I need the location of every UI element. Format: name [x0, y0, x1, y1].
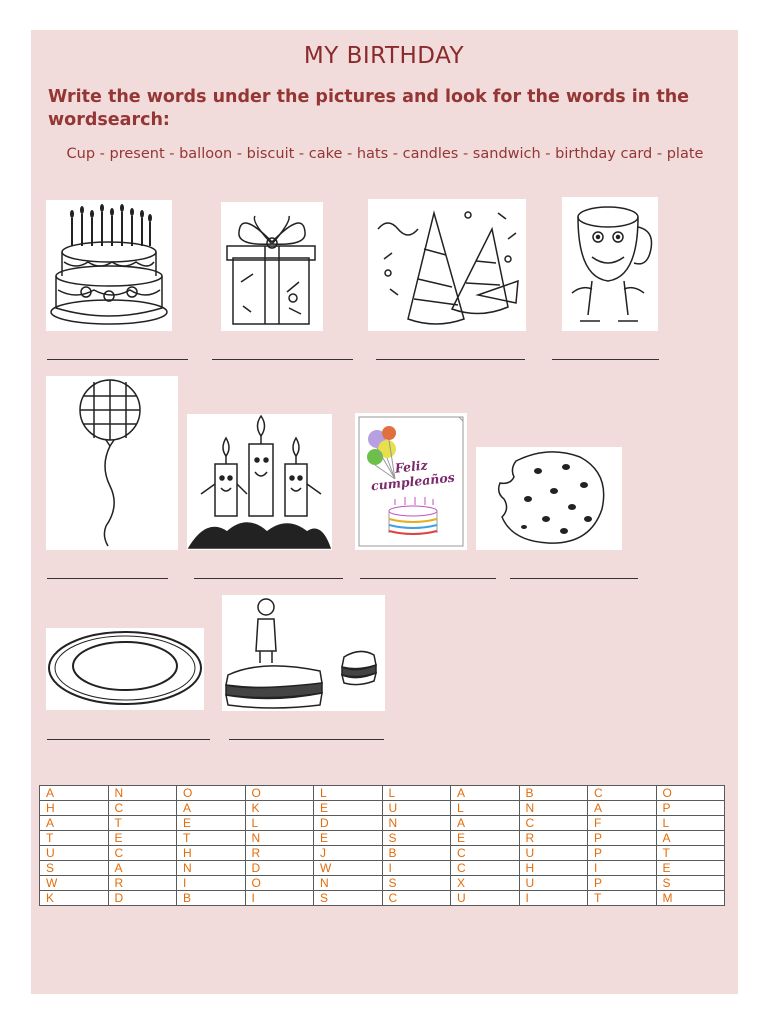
wordsearch-cell[interactable]: H — [177, 846, 246, 861]
wordsearch-cell[interactable]: B — [519, 786, 588, 801]
wordsearch-cell[interactable]: O — [656, 786, 725, 801]
wordsearch-cell[interactable]: C — [382, 891, 451, 906]
wordsearch-cell[interactable]: S — [314, 891, 383, 906]
wordsearch-cell[interactable]: S — [656, 876, 725, 891]
hats-picture — [368, 199, 526, 331]
cup-picture — [562, 197, 658, 331]
wordsearch-cell[interactable]: I — [519, 891, 588, 906]
wordsearch-cell[interactable]: A — [451, 816, 520, 831]
wordsearch-cell[interactable]: N — [108, 786, 177, 801]
wordsearch-cell[interactable]: C — [588, 786, 657, 801]
wordsearch-cell[interactable]: I — [245, 891, 314, 906]
wordsearch-grid — [39, 785, 725, 906]
answer-line-5[interactable] — [47, 578, 168, 579]
wordsearch-cell[interactable]: K — [40, 891, 109, 906]
wordsearch-cell[interactable]: L — [451, 801, 520, 816]
wordsearch-cell[interactable]: U — [451, 891, 520, 906]
wordsearch-cell[interactable]: N — [382, 816, 451, 831]
wordsearch-cell[interactable]: K — [245, 801, 314, 816]
wordsearch-cell[interactable]: P — [588, 876, 657, 891]
wordsearch-cell[interactable]: U — [40, 846, 109, 861]
wordsearch-cell[interactable]: E — [451, 831, 520, 846]
wordsearch-cell[interactable]: A — [40, 786, 109, 801]
wordsearch-row — [40, 876, 725, 891]
wordsearch-cell[interactable]: C — [108, 846, 177, 861]
wordsearch-row — [40, 846, 725, 861]
wordsearch-cell[interactable]: M — [656, 891, 725, 906]
wordsearch-cell[interactable]: E — [108, 831, 177, 846]
wordsearch-cell[interactable]: T — [588, 891, 657, 906]
wordsearch-cell[interactable]: A — [108, 861, 177, 876]
answer-line-7[interactable] — [360, 578, 496, 579]
cake-picture — [46, 200, 172, 331]
wordsearch-cell[interactable]: L — [245, 816, 314, 831]
wordsearch-cell[interactable]: N — [245, 831, 314, 846]
answer-line-9[interactable] — [47, 739, 210, 740]
wordsearch-cell[interactable]: T — [40, 831, 109, 846]
wordsearch-row — [40, 816, 725, 831]
wordsearch-cell[interactable]: D — [314, 816, 383, 831]
wordsearch-cell[interactable]: U — [382, 801, 451, 816]
wordsearch-cell[interactable]: T — [656, 846, 725, 861]
card-text: Feliz cumpleaños — [370, 457, 456, 494]
wordsearch-cell[interactable]: O — [245, 786, 314, 801]
wordsearch-cell[interactable]: C — [451, 861, 520, 876]
wordsearch-cell[interactable]: L — [314, 786, 383, 801]
wordsearch-cell[interactable]: P — [588, 831, 657, 846]
wordsearch-cell[interactable]: W — [314, 861, 383, 876]
wordsearch-cell[interactable]: N — [314, 876, 383, 891]
word-list: Cup - present - balloon - biscuit - cake - hats - candles - sandwich - birthday card - plate — [66, 146, 704, 162]
wordsearch-row — [40, 891, 725, 906]
wordsearch-cell[interactable]: C — [519, 816, 588, 831]
balloon-picture — [46, 376, 178, 550]
wordsearch-cell[interactable]: C — [451, 846, 520, 861]
wordsearch-cell[interactable]: F — [588, 816, 657, 831]
plate-picture — [46, 628, 204, 710]
wordsearch-cell[interactable]: B — [382, 846, 451, 861]
answer-line-8[interactable] — [510, 578, 638, 579]
answer-line-4[interactable] — [552, 359, 659, 360]
wordsearch-cell[interactable]: T — [108, 816, 177, 831]
wordsearch-cell[interactable]: E — [177, 816, 246, 831]
wordsearch-row — [40, 831, 725, 846]
wordsearch-row — [40, 801, 725, 816]
wordsearch-cell[interactable]: A — [40, 816, 109, 831]
wordsearch-cell[interactable]: S — [40, 861, 109, 876]
answer-line-6[interactable] — [194, 578, 343, 579]
wordsearch-cell[interactable]: N — [519, 801, 588, 816]
wordsearch-cell[interactable]: I — [177, 876, 246, 891]
wordsearch-cell[interactable]: E — [314, 831, 383, 846]
instructions: Write the words under the pictures and look for the words in the wordsearch: — [48, 87, 690, 130]
wordsearch-cell[interactable]: S — [382, 831, 451, 846]
page-title: MY BIRTHDAY — [303, 43, 465, 69]
wordsearch-cell[interactable]: P — [588, 846, 657, 861]
wordsearch-cell[interactable]: D — [108, 891, 177, 906]
wordsearch-cell[interactable]: L — [656, 816, 725, 831]
wordsearch-cell[interactable]: X — [451, 876, 520, 891]
wordsearch-cell[interactable]: O — [177, 786, 246, 801]
wordsearch-cell[interactable]: A — [451, 786, 520, 801]
present-picture — [221, 202, 323, 331]
birthday-card-picture — [355, 413, 467, 550]
wordsearch-cell[interactable]: I — [382, 861, 451, 876]
wordsearch-cell[interactable]: R — [519, 831, 588, 846]
wordsearch-row — [40, 786, 725, 801]
wordsearch-cell[interactable]: H — [519, 861, 588, 876]
wordsearch-row — [40, 861, 725, 876]
wordsearch-cell[interactable]: C — [108, 801, 177, 816]
wordsearch-cell[interactable]: A — [177, 801, 246, 816]
wordsearch-cell[interactable]: T — [177, 831, 246, 846]
wordsearch-cell[interactable]: N — [177, 861, 246, 876]
wordsearch-cell[interactable]: D — [245, 861, 314, 876]
answer-line-1[interactable] — [47, 359, 188, 360]
biscuit-picture — [476, 447, 622, 550]
wordsearch-cell[interactable]: O — [245, 876, 314, 891]
wordsearch-cell[interactable]: E — [314, 801, 383, 816]
wordsearch-cell[interactable]: U — [519, 876, 588, 891]
wordsearch-cell[interactable]: A — [656, 831, 725, 846]
sandwich-picture — [222, 595, 385, 711]
wordsearch-cell[interactable]: U — [519, 846, 588, 861]
wordsearch-cell[interactable]: A — [588, 801, 657, 816]
wordsearch-cell[interactable]: H — [40, 801, 109, 816]
answer-line-10[interactable] — [229, 739, 384, 740]
wordsearch-cell[interactable]: W — [40, 876, 109, 891]
wordsearch-cell[interactable]: R — [108, 876, 177, 891]
wordsearch-cell[interactable]: E — [656, 861, 725, 876]
answer-line-2[interactable] — [212, 359, 353, 360]
wordsearch-cell[interactable]: R — [245, 846, 314, 861]
candles-picture — [187, 414, 332, 550]
wordsearch-cell[interactable]: J — [314, 846, 383, 861]
wordsearch-cell[interactable]: P — [656, 801, 725, 816]
answer-line-3[interactable] — [376, 359, 525, 360]
wordsearch-cell[interactable]: I — [588, 861, 657, 876]
wordsearch-cell[interactable]: L — [382, 786, 451, 801]
wordsearch-cell[interactable]: B — [177, 891, 246, 906]
wordsearch-cell[interactable]: S — [382, 876, 451, 891]
